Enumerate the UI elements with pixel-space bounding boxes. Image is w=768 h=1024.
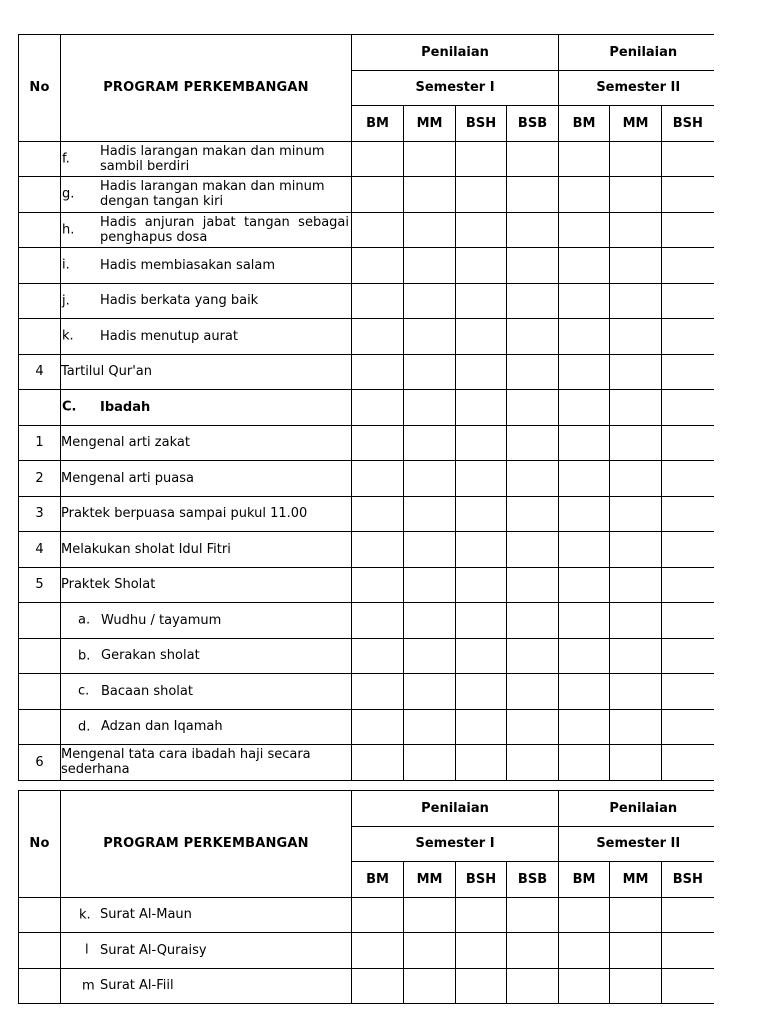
score-cell[interactable] <box>610 709 662 745</box>
score-cell[interactable] <box>662 933 714 969</box>
row-number: 1 <box>19 425 61 461</box>
score-cell[interactable] <box>662 638 714 674</box>
item-label: a. <box>78 612 91 628</box>
program-cell <box>61 674 352 710</box>
score-cell[interactable] <box>610 968 662 1004</box>
program-cell <box>61 968 352 1004</box>
score-cell[interactable] <box>662 674 714 710</box>
score-cell[interactable] <box>456 354 507 390</box>
score-cell[interactable] <box>456 897 507 933</box>
score-cell[interactable] <box>559 212 610 248</box>
score-cell[interactable] <box>507 319 559 355</box>
score-cell[interactable] <box>559 968 610 1004</box>
item-text: Mengenal tata cara ibadah haji secara sederhana <box>61 747 311 778</box>
col-header: BSH <box>662 862 714 898</box>
table-row <box>19 425 714 461</box>
score-cell[interactable] <box>404 496 456 532</box>
program-cell <box>61 638 352 674</box>
score-cell[interactable] <box>662 745 714 781</box>
score-cell[interactable] <box>456 283 507 319</box>
col-header: BM <box>559 862 610 898</box>
score-cell[interactable] <box>352 461 404 497</box>
score-cell[interactable] <box>610 248 662 284</box>
col-header: MM <box>610 862 662 898</box>
score-cell[interactable] <box>456 496 507 532</box>
item-label: k. <box>62 328 74 344</box>
item-label: g. <box>62 186 75 202</box>
score-cell[interactable] <box>456 933 507 969</box>
score-cell[interactable] <box>662 354 714 390</box>
program-cell <box>61 897 352 933</box>
score-cell[interactable] <box>404 709 456 745</box>
table-row <box>19 674 714 710</box>
program-cell <box>61 248 352 284</box>
score-cell[interactable] <box>662 709 714 745</box>
score-cell[interactable] <box>352 212 404 248</box>
table-row <box>19 532 714 568</box>
score-cell[interactable] <box>559 177 610 213</box>
score-cell[interactable] <box>559 319 610 355</box>
score-cell[interactable] <box>352 354 404 390</box>
score-cell[interactable] <box>662 461 714 497</box>
score-cell[interactable] <box>456 177 507 213</box>
table-row <box>19 496 714 532</box>
score-cell[interactable] <box>507 177 559 213</box>
section-heading <box>61 390 352 426</box>
score-cell[interactable] <box>507 390 559 426</box>
score-cell[interactable] <box>559 248 610 284</box>
col-header: BSB <box>507 862 559 898</box>
score-cell[interactable] <box>404 141 456 177</box>
item-text: Praktek berpuasa sampai pukul 11.00 <box>61 506 308 522</box>
score-cell[interactable] <box>456 567 507 603</box>
program-cell <box>61 319 352 355</box>
row-number: 4 <box>19 532 61 568</box>
row-number <box>19 390 61 426</box>
table-row <box>19 248 714 284</box>
program-cell <box>61 567 352 603</box>
score-cell[interactable] <box>456 532 507 568</box>
row-number <box>19 248 61 284</box>
table-row <box>19 709 714 745</box>
score-cell[interactable] <box>610 496 662 532</box>
score-cell[interactable] <box>352 141 404 177</box>
item-text: Mengenal arti puasa <box>61 470 195 486</box>
score-cell[interactable] <box>662 968 714 1004</box>
item-label: l <box>85 942 89 958</box>
score-cell[interactable] <box>507 212 559 248</box>
program-cell <box>61 532 352 568</box>
score-cell[interactable] <box>404 968 456 1004</box>
score-cell[interactable] <box>507 141 559 177</box>
score-cell[interactable] <box>610 567 662 603</box>
score-cell[interactable] <box>456 461 507 497</box>
col-header: MM <box>610 106 662 142</box>
row-number <box>19 177 61 213</box>
item-label: i. <box>62 257 70 273</box>
score-cell[interactable] <box>404 283 456 319</box>
score-cell[interactable] <box>507 709 559 745</box>
score-cell[interactable] <box>352 603 404 639</box>
score-cell[interactable] <box>404 390 456 426</box>
col-header: BSH <box>456 862 507 898</box>
row-number: 3 <box>19 496 61 532</box>
score-cell[interactable] <box>507 897 559 933</box>
score-cell[interactable] <box>610 674 662 710</box>
table-row <box>19 141 714 177</box>
item-label: b. <box>78 648 91 664</box>
score-cell[interactable] <box>662 496 714 532</box>
score-cell[interactable] <box>456 141 507 177</box>
row-number: 4 <box>19 354 61 390</box>
score-cell[interactable] <box>404 603 456 639</box>
item-text: Praktek Sholat <box>61 577 156 593</box>
item-label: h. <box>62 222 75 238</box>
item-text: Ibadah <box>100 399 151 415</box>
item-text: Adzan dan Iqamah <box>101 719 223 735</box>
score-cell[interactable] <box>610 425 662 461</box>
score-cell[interactable] <box>559 674 610 710</box>
semester-1-header: Semester I <box>352 70 559 106</box>
row-number <box>19 141 61 177</box>
score-cell[interactable] <box>456 968 507 1004</box>
score-cell[interactable] <box>507 425 559 461</box>
score-cell[interactable] <box>404 354 456 390</box>
score-cell[interactable] <box>662 897 714 933</box>
row-number <box>19 319 61 355</box>
item-label: d. <box>78 719 91 735</box>
program-cell <box>61 745 352 781</box>
score-cell[interactable] <box>352 638 404 674</box>
score-cell[interactable] <box>404 319 456 355</box>
program-cell <box>61 709 352 745</box>
score-cell[interactable] <box>559 709 610 745</box>
score-cell[interactable] <box>559 354 610 390</box>
score-cell[interactable] <box>404 638 456 674</box>
row-number: 2 <box>19 461 61 497</box>
score-cell[interactable] <box>610 319 662 355</box>
score-cell[interactable] <box>404 248 456 284</box>
score-cell[interactable] <box>559 461 610 497</box>
score-cell[interactable] <box>352 496 404 532</box>
score-cell[interactable] <box>507 532 559 568</box>
item-text: Surat Al-Quraisy <box>100 942 207 958</box>
score-cell[interactable] <box>662 603 714 639</box>
col-header: BSH <box>662 106 714 142</box>
table-row <box>19 897 714 933</box>
item-text: Bacaan sholat <box>101 683 193 699</box>
semester-2-header: Semester II <box>559 826 714 862</box>
score-cell[interactable] <box>610 461 662 497</box>
row-number <box>19 603 61 639</box>
score-cell[interactable] <box>507 248 559 284</box>
score-cell[interactable] <box>404 212 456 248</box>
col-header: BM <box>352 106 404 142</box>
score-cell[interactable] <box>352 933 404 969</box>
score-cell[interactable] <box>404 674 456 710</box>
score-cell[interactable] <box>507 745 559 781</box>
score-cell[interactable] <box>507 283 559 319</box>
item-label: C. <box>62 399 77 415</box>
score-cell[interactable] <box>352 177 404 213</box>
row-number <box>19 638 61 674</box>
score-cell[interactable] <box>352 567 404 603</box>
col-header: BSH <box>456 106 507 142</box>
score-cell[interactable] <box>352 709 404 745</box>
score-cell[interactable] <box>456 674 507 710</box>
item-text: Hadis larangan makan dan minum dengan tangan kiri <box>100 179 325 210</box>
row-number <box>19 933 61 969</box>
score-cell[interactable] <box>507 933 559 969</box>
score-cell[interactable] <box>456 248 507 284</box>
score-cell[interactable] <box>662 177 714 213</box>
table-row <box>19 638 714 674</box>
score-cell[interactable] <box>662 283 714 319</box>
score-cell[interactable] <box>404 177 456 213</box>
table-row <box>19 745 714 781</box>
score-cell[interactable] <box>352 390 404 426</box>
col-header: MM <box>404 106 456 142</box>
row-number <box>19 674 61 710</box>
penilaian-header-2: Penilaian <box>559 791 714 827</box>
score-cell[interactable] <box>662 212 714 248</box>
score-cell[interactable] <box>559 390 610 426</box>
score-cell[interactable] <box>404 745 456 781</box>
table-row <box>19 354 714 390</box>
item-label: k. <box>79 907 91 923</box>
score-cell[interactable] <box>352 968 404 1004</box>
score-cell[interactable] <box>610 283 662 319</box>
score-cell[interactable] <box>404 461 456 497</box>
program-cell <box>61 141 352 177</box>
program-cell <box>61 603 352 639</box>
score-cell[interactable] <box>610 532 662 568</box>
score-cell[interactable] <box>559 933 610 969</box>
score-cell[interactable] <box>456 709 507 745</box>
score-cell[interactable] <box>456 212 507 248</box>
score-cell[interactable] <box>610 390 662 426</box>
score-cell[interactable] <box>404 567 456 603</box>
score-cell[interactable] <box>559 603 610 639</box>
item-text: Hadis berkata yang baik <box>100 293 259 309</box>
program-header: PROGRAM PERKEMBANGAN <box>61 791 352 898</box>
score-cell[interactable] <box>662 319 714 355</box>
score-cell[interactable] <box>404 933 456 969</box>
score-cell[interactable] <box>559 745 610 781</box>
score-cell[interactable] <box>610 603 662 639</box>
row-number <box>19 709 61 745</box>
semester-1-header: Semester I <box>352 826 559 862</box>
item-text: Gerakan sholat <box>101 648 200 664</box>
program-cell <box>61 212 352 248</box>
score-cell[interactable] <box>559 283 610 319</box>
score-cell[interactable] <box>507 638 559 674</box>
score-cell[interactable] <box>610 354 662 390</box>
score-cell[interactable] <box>352 283 404 319</box>
score-cell[interactable] <box>404 532 456 568</box>
assessment-table-1 <box>18 34 714 781</box>
score-cell[interactable] <box>559 496 610 532</box>
score-cell[interactable] <box>610 897 662 933</box>
item-label: j. <box>62 293 70 309</box>
score-cell[interactable] <box>662 532 714 568</box>
program-cell <box>61 283 352 319</box>
score-cell[interactable] <box>610 745 662 781</box>
item-text: Hadis menutup aurat <box>100 328 238 344</box>
table-row <box>19 603 714 639</box>
score-cell[interactable] <box>559 897 610 933</box>
item-text: Mengenal arti zakat <box>61 435 190 451</box>
score-cell[interactable] <box>507 603 559 639</box>
col-header: MM <box>404 862 456 898</box>
table-row <box>19 283 714 319</box>
col-header: BSB <box>507 106 559 142</box>
score-cell[interactable] <box>456 745 507 781</box>
table-row <box>19 319 714 355</box>
score-cell[interactable] <box>559 638 610 674</box>
program-header: PROGRAM PERKEMBANGAN <box>61 35 352 142</box>
table-row <box>19 390 714 426</box>
item-text: Wudhu / tayamum <box>101 612 222 628</box>
col-header: BM <box>559 106 610 142</box>
score-cell[interactable] <box>507 354 559 390</box>
program-cell <box>61 496 352 532</box>
score-cell[interactable] <box>559 567 610 603</box>
row-number: 6 <box>19 745 61 781</box>
col-header: BM <box>352 862 404 898</box>
score-cell[interactable] <box>456 319 507 355</box>
score-cell[interactable] <box>404 425 456 461</box>
semester-2-header: Semester II <box>559 70 714 106</box>
item-text: Surat Al-Maun <box>100 907 192 923</box>
item-text: Hadis anjuran jabat tangan sebagai penghapus dosa <box>100 214 349 245</box>
item-label: f. <box>62 151 70 167</box>
program-cell <box>61 425 352 461</box>
table-row <box>19 567 714 603</box>
item-text: Hadis membiasakan salam <box>100 257 276 273</box>
table-row <box>19 177 714 213</box>
score-cell[interactable] <box>610 177 662 213</box>
program-cell <box>61 177 352 213</box>
score-cell[interactable] <box>352 897 404 933</box>
score-cell[interactable] <box>559 425 610 461</box>
score-cell[interactable] <box>662 390 714 426</box>
table-row <box>19 212 714 248</box>
row-number <box>19 897 61 933</box>
row-number <box>19 283 61 319</box>
score-cell[interactable] <box>456 638 507 674</box>
score-cell[interactable] <box>559 141 610 177</box>
score-cell[interactable] <box>352 532 404 568</box>
score-cell[interactable] <box>352 425 404 461</box>
score-cell[interactable] <box>507 674 559 710</box>
assessment-table-2 <box>18 790 714 1004</box>
score-cell[interactable] <box>352 248 404 284</box>
score-cell[interactable] <box>610 933 662 969</box>
table-row <box>19 968 714 1004</box>
score-cell[interactable] <box>507 496 559 532</box>
item-text: Tartilul Qur'an <box>61 364 152 380</box>
score-cell[interactable] <box>559 532 610 568</box>
penilaian-header-1: Penilaian <box>352 791 559 827</box>
program-cell <box>61 461 352 497</box>
score-cell[interactable] <box>456 390 507 426</box>
score-cell[interactable] <box>507 461 559 497</box>
score-cell[interactable] <box>610 638 662 674</box>
score-cell[interactable] <box>610 212 662 248</box>
table-row <box>19 933 714 969</box>
no-header: No <box>19 35 61 142</box>
score-cell[interactable] <box>507 968 559 1004</box>
penilaian-header-1: Penilaian <box>352 35 559 71</box>
score-cell[interactable] <box>662 141 714 177</box>
item-text: Melakukan sholat Idul Fitri <box>61 541 231 557</box>
no-header: No <box>19 791 61 898</box>
score-cell[interactable] <box>404 897 456 933</box>
score-cell[interactable] <box>662 567 714 603</box>
row-number: 5 <box>19 567 61 603</box>
score-cell[interactable] <box>456 603 507 639</box>
score-cell[interactable] <box>352 319 404 355</box>
table-row <box>19 461 714 497</box>
program-cell <box>61 933 352 969</box>
score-cell[interactable] <box>662 425 714 461</box>
item-text: Hadis larangan makan dan minum sambil berdiri <box>100 143 325 174</box>
row-number <box>19 968 61 1004</box>
item-label: m <box>82 978 95 994</box>
program-cell <box>61 354 352 390</box>
score-cell[interactable] <box>610 141 662 177</box>
row-number <box>19 212 61 248</box>
score-cell[interactable] <box>507 567 559 603</box>
score-cell[interactable] <box>352 745 404 781</box>
penilaian-header-2: Penilaian <box>559 35 714 71</box>
item-label: c. <box>78 683 90 699</box>
item-text: Surat Al-Fiil <box>100 978 174 994</box>
score-cell[interactable] <box>662 248 714 284</box>
score-cell[interactable] <box>352 674 404 710</box>
score-cell[interactable] <box>456 425 507 461</box>
